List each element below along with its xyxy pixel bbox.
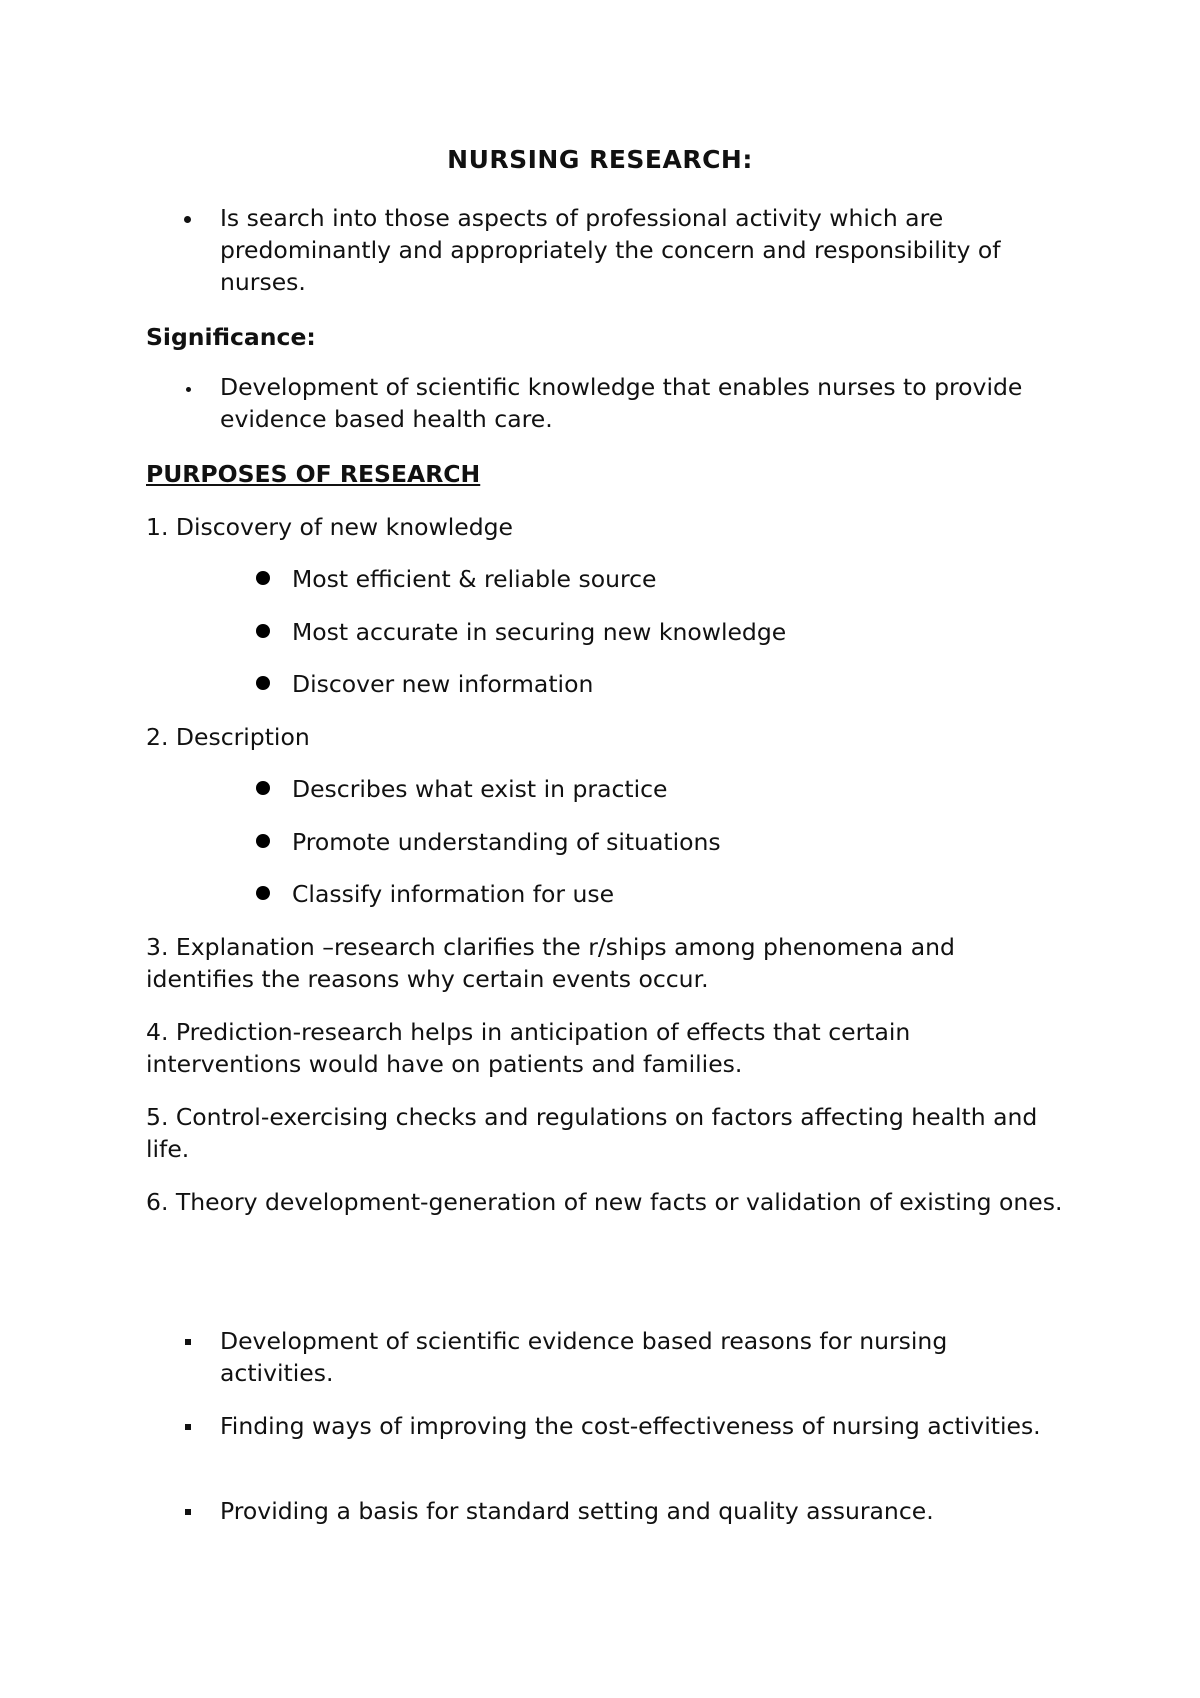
purpose-item-5: 5. Control-exercising checks and regulations on factors affecting health and life. — [146, 1103, 1038, 1163]
subitem-text: Classify information for use — [292, 880, 615, 908]
purposes-heading: PURPOSES OF RESEARCH — [146, 460, 481, 488]
purpose-item-3: 3. Explanation –research clarifies the r/ships among phenomena and identifies the reasons why certain events occur. — [146, 933, 955, 993]
significance-text: Development of scientific knowledge that enables nurses to provide evidence based health care. — [220, 373, 1023, 433]
significance-heading: Significance: — [146, 323, 316, 351]
subitem-text: Most accurate in securing new knowledge — [292, 618, 787, 646]
purpose-item-4: 4. Prediction-research helps in anticipation of effects that certain interventions would have on patients and families. — [146, 1018, 911, 1078]
bullet-icon — [186, 387, 191, 392]
bullet-icon — [184, 216, 191, 223]
subitem-text: Describes what exist in practice — [292, 775, 668, 803]
page-title: NURSING RESEARCH: — [447, 145, 753, 174]
final-bullet-text: Finding ways of improving the cost-effectiveness of nursing activities. — [220, 1412, 1041, 1440]
bullet-icon — [256, 571, 270, 585]
definition-text: Is search into those aspects of professional activity which are predominantly and appropriately the concern and responsibility of nurses. — [220, 204, 1001, 296]
purpose-item-1: 1. Discovery of new knowledge — [146, 513, 514, 541]
bullet-icon — [256, 676, 270, 690]
purpose-item-2: 2. Description — [146, 723, 310, 751]
square-bullet-icon — [185, 1424, 191, 1430]
bullet-icon — [256, 624, 270, 638]
subitem-text: Promote understanding of situations — [292, 828, 721, 856]
bullet-icon — [256, 886, 270, 900]
bullet-icon — [256, 781, 270, 795]
square-bullet-icon — [185, 1339, 191, 1345]
subitem-text: Discover new information — [292, 670, 594, 698]
square-bullet-icon — [185, 1509, 191, 1515]
subitem-text: Most efficient & reliable source — [292, 565, 657, 593]
final-bullet-text: Providing a basis for standard setting and quality assurance. — [220, 1497, 934, 1525]
purpose-item-6: 6. Theory development-generation of new facts or validation of existing ones. — [146, 1188, 1063, 1216]
final-bullet-text: Development of scientific evidence based reasons for nursing activities. — [220, 1327, 948, 1387]
bullet-icon — [256, 834, 270, 848]
